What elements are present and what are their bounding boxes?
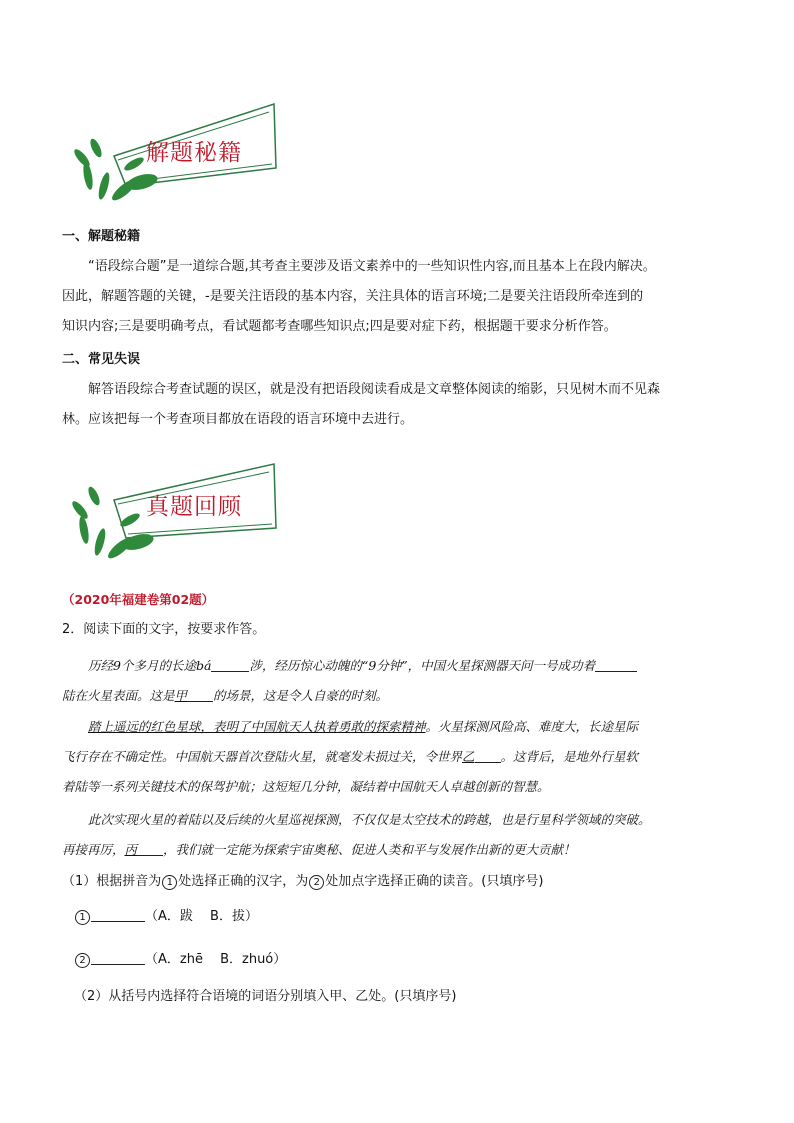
answer-blank[interactable] (187, 687, 213, 702)
marker-jia: 甲 (174, 688, 188, 703)
sub-question-1: （1）根据拼音为 1 处选择正确的汉字，为 2 处加点字选择正确的读音。(只填序号) (62, 874, 544, 889)
leaf-ornament-icon (62, 458, 292, 588)
passage-line: 飞行存在不确定性。中国航天器首次登陆火星，就毫发未损过关，令世界乙 。这背后，是地外行星软 (62, 749, 639, 764)
answer-blank[interactable] (137, 841, 163, 856)
banner-title: 解题秘籍 (146, 140, 242, 166)
answer-blank[interactable] (211, 657, 249, 672)
question-source: （2020年福建卷第02题） (62, 592, 215, 607)
answer-blank[interactable] (91, 907, 145, 922)
answer-blank[interactable] (91, 950, 145, 965)
underlined-sentence: 踏上遥远的红色星球，表明了中国航天人执着勇敢的探索精神 (88, 719, 426, 734)
section-heading: 一、解题秘籍 (62, 229, 141, 244)
circled-number: 1 (162, 875, 177, 890)
sub-question-2: （2）从括号内选择符合语境的词语分别填入甲、乙处。(只填序号) (74, 989, 457, 1004)
section-heading: 二、常见失误 (62, 352, 141, 367)
circled-number: 2 (309, 875, 324, 890)
answer-option-1: 1 （A．跋 B．拔） (74, 907, 258, 927)
passage-line: 此次实现火星的着陆以及后续的火星巡视探测，不仅仅是太空技术的跨越，也是行星科学领域的突破。 (88, 812, 651, 827)
section-banner-2 (62, 458, 292, 588)
paragraph-line: 解答语段综合考查试题的误区，就是没有把语段阅读看成是文章整体阅读的缩影，只见树木而不见森 (88, 382, 661, 397)
circled-number: 2 (75, 953, 90, 968)
answer-blank[interactable] (475, 748, 501, 763)
paragraph-line: 知识内容;三是要明确考点，看试题都考查哪些知识点;四是要对症下药，根据题干要求分析作答。 (62, 319, 617, 334)
marker-bing: 丙 (124, 842, 138, 857)
answer-option-2: 2 （A．zhē B．zhuó） (74, 950, 286, 970)
paragraph-line: “语段综合题”是一道综合题,其考查主要涉及语文素养中的一些知识性内容,而且基本上在段内解决。 (88, 259, 656, 274)
marker-yi: 乙 (462, 749, 475, 764)
passage-line: 陆在火星表面。这是甲 的场景，这是令人自豪的时刻。 (62, 688, 389, 703)
circled-number: 1 (75, 910, 90, 925)
banner-title: 真题回顾 (146, 494, 242, 520)
passage-line: 历经9个多月的长途bá 涉，经历惊心动魄的“9分钟”，中国火星探测器天问一号成功着 (88, 656, 637, 676)
answer-blank[interactable] (595, 657, 637, 672)
passage-line: 着陆等一系列关键技术的保驾护航；这短短几分钟，凝结着中国航天人卓越创新的智慧。 (62, 779, 550, 794)
passage-line: 踏上遥远的红色星球，表明了中国航天人执着勇敢的探索精神。火星探测风险高、难度大，长途星际 (88, 719, 639, 734)
paragraph-line: 因此，解题答题的关键，-是要关注语段的基本内容，关注具体的语言环境;二是要关注语段所牵连到的 (62, 289, 644, 304)
paragraph-line: 林。应该把每一个考查项目都放在语段的语言环境中去进行。 (62, 412, 414, 427)
section-banner-1 (62, 98, 292, 228)
question-stem: 2．阅读下面的文字，按要求作答。 (62, 622, 266, 637)
passage-line: 再接再厉，丙 ，我们就一定能为探索宇宙奥秘、促进人类和平与发展作出新的更大贡献！ (62, 842, 576, 857)
